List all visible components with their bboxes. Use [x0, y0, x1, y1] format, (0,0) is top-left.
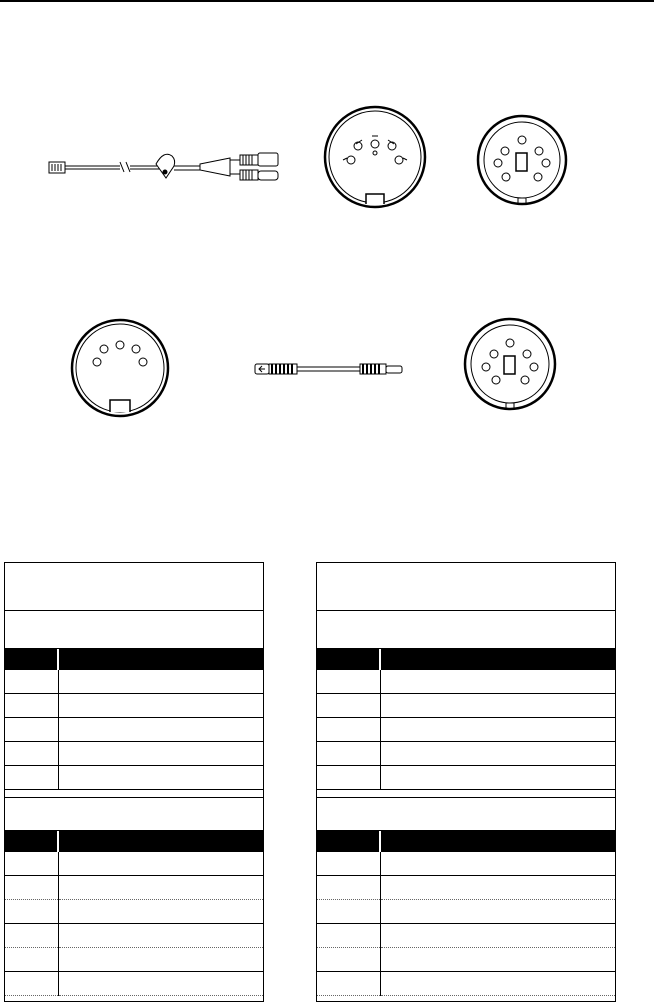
- pin-cell: [5, 900, 58, 924]
- pin-assignment-table-b: [317, 831, 615, 996]
- signal-cell: [380, 718, 615, 742]
- section-label: [317, 611, 615, 649]
- signal-cell: [58, 742, 263, 766]
- pin-cell: [317, 766, 380, 790]
- pin-assignment-table-b: [5, 831, 263, 996]
- pin-table-left: [4, 562, 264, 1002]
- pin-cell: [317, 694, 380, 718]
- table-title: [317, 563, 615, 611]
- signal-cell: [58, 900, 263, 924]
- pin-cell: [5, 694, 58, 718]
- signal-cell: [58, 766, 263, 790]
- mini-din-8pin-icon: [478, 116, 566, 204]
- round-connector-5pin-icon: [325, 107, 425, 207]
- signal-cell: [380, 694, 615, 718]
- illustration-row-bottom: [0, 300, 654, 430]
- signal-cell: [58, 670, 263, 694]
- pin-table-right: [316, 562, 616, 1002]
- column-header-pin: [5, 831, 58, 852]
- table-row: [317, 924, 615, 948]
- table-row: [317, 694, 615, 718]
- table-row: [5, 852, 263, 876]
- table-row: [317, 742, 615, 766]
- column-header-pin: [5, 649, 58, 670]
- mini-din-8pin-icon-2: [465, 319, 555, 409]
- y-cable-icon: [49, 153, 278, 180]
- pin-cell: [5, 948, 58, 972]
- section-gap: [317, 790, 615, 797]
- table-row: [317, 876, 615, 900]
- pin-cell: [317, 876, 380, 900]
- pin-cell: [317, 670, 380, 694]
- column-header-pin: [317, 831, 380, 852]
- signal-cell: [380, 742, 615, 766]
- signal-cell: [58, 924, 263, 948]
- signal-cell: [380, 876, 615, 900]
- pin-cell: [317, 972, 380, 996]
- pin-cell: [317, 948, 380, 972]
- column-header-pin: [317, 649, 380, 670]
- pin-assignment-table: [317, 649, 615, 790]
- din-5pin-connector-icon: [72, 320, 168, 416]
- table-row: [317, 670, 615, 694]
- pin-cell: [5, 924, 58, 948]
- table-row: [317, 766, 615, 790]
- pin-cell: [5, 876, 58, 900]
- signal-cell: [380, 972, 615, 996]
- signal-cell: [380, 948, 615, 972]
- pin-cell: [317, 900, 380, 924]
- signal-cell: [380, 766, 615, 790]
- table-row: [5, 900, 263, 924]
- pin-cell: [5, 718, 58, 742]
- signal-cell: [380, 924, 615, 948]
- section-label-b: [5, 797, 263, 831]
- pin-cell: [5, 972, 58, 996]
- table-row: [5, 948, 263, 972]
- pin-cell: [5, 742, 58, 766]
- section-gap: [5, 790, 263, 797]
- table-title: [5, 563, 263, 611]
- signal-cell: [58, 718, 263, 742]
- signal-cell: [58, 852, 263, 876]
- table-row: [5, 924, 263, 948]
- section-label-b: [317, 797, 615, 831]
- pin-cell: [317, 924, 380, 948]
- table-row: [317, 718, 615, 742]
- column-header-signal: [58, 831, 263, 852]
- table-row: [5, 766, 263, 790]
- column-header-signal: [380, 649, 615, 670]
- illustration-row-top: [0, 100, 654, 230]
- signal-cell: [380, 670, 615, 694]
- column-header-signal: [58, 649, 263, 670]
- table-row: [5, 742, 263, 766]
- table-row: [317, 900, 615, 924]
- signal-cell: [380, 900, 615, 924]
- pin-cell: [317, 718, 380, 742]
- table-row: [317, 972, 615, 996]
- pin-cell: [5, 852, 58, 876]
- table-row: [317, 948, 615, 972]
- table-row: [317, 852, 615, 876]
- table-row: [5, 694, 263, 718]
- section-label: [5, 611, 263, 649]
- pin-cell: [317, 852, 380, 876]
- pin-cell: [317, 742, 380, 766]
- pin-cell: [5, 766, 58, 790]
- table-row: [5, 718, 263, 742]
- signal-cell: [58, 948, 263, 972]
- signal-cell: [58, 694, 263, 718]
- pin-cell: [5, 670, 58, 694]
- table-row: [5, 670, 263, 694]
- table-row: [5, 972, 263, 996]
- signal-cell: [58, 876, 263, 900]
- pin-assignment-table: [5, 649, 263, 790]
- top-rule: [0, 0, 654, 2]
- straight-cable-icon: [255, 364, 402, 374]
- signal-cell: [380, 852, 615, 876]
- table-row: [5, 876, 263, 900]
- signal-cell: [58, 972, 263, 996]
- column-header-signal: [380, 831, 615, 852]
